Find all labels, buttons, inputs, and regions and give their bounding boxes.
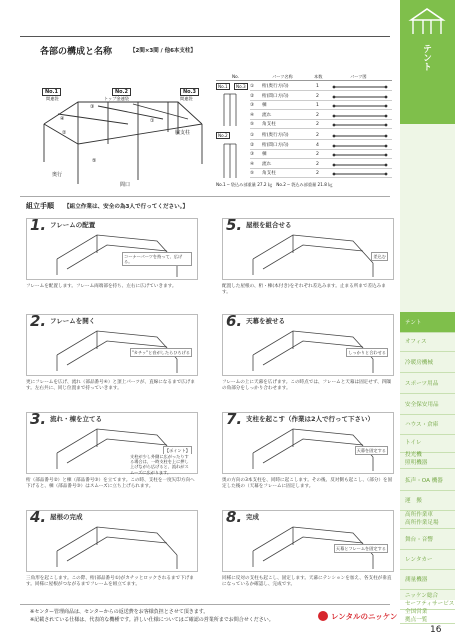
nav-item-label: テント xyxy=(405,320,422,326)
label-no2: No.2 xyxy=(112,88,131,96)
part-figure xyxy=(332,104,388,108)
row-num: ④ xyxy=(250,112,255,118)
part-num-3: ③ xyxy=(90,104,95,110)
step-caption: 奥の方向の3本支柱を、同時に起こします。その後、反対側も起こし、（部分）を固定した後の（天幕をフレームに固定します。 xyxy=(222,478,393,489)
row-name: 桁(奥行方向) xyxy=(262,133,289,138)
step-callout: コーナーパーツを持って、広げる。 xyxy=(122,252,192,266)
part-figure xyxy=(332,163,388,167)
table-row xyxy=(250,169,392,178)
page-number: 16 xyxy=(430,625,442,635)
row-num: ① xyxy=(250,133,255,138)
part-num-1: ① xyxy=(150,118,155,124)
row-qty: 2 xyxy=(316,171,319,176)
part-figure xyxy=(332,172,388,176)
label-post: 脇支柱 xyxy=(175,130,191,136)
part-figure xyxy=(332,123,388,127)
brand-name: レンタルのニッケン xyxy=(331,612,398,621)
nav-item-11[interactable] xyxy=(400,529,455,550)
label-no3-sub: 間連袋 xyxy=(180,96,193,101)
row-qty: 2 xyxy=(316,133,319,138)
step-caption: フレームを配置します。フレーム両端部を持ち、左右に広げていきます。 xyxy=(26,284,177,289)
step-number: 4. xyxy=(30,508,47,526)
row-qty: 1 xyxy=(316,103,319,108)
row-num: ② xyxy=(250,93,255,99)
nav-item-label: 舞台・音響 xyxy=(405,537,433,543)
table-row xyxy=(250,111,392,120)
step-number: 8. xyxy=(226,508,243,526)
part-figure xyxy=(332,153,388,157)
th-qty: 本数 xyxy=(314,74,323,79)
step-callout: 天幕を固定する xyxy=(355,446,388,455)
step-caption: 更にフレームを広げ、流れ（部品番号④）と頂上パーツが、直線になるまで広げます。左右共に、同じ位置まで持っていきます。 xyxy=(26,380,195,391)
nav-item-label: スポーツ用品 xyxy=(405,381,439,387)
row-name: 角支柱 xyxy=(262,171,276,176)
table-row xyxy=(250,82,392,91)
table-row xyxy=(250,141,392,150)
nav-item-12[interactable] xyxy=(400,549,455,570)
folded-frame-illustration xyxy=(220,92,244,182)
label-no1-sub: 間連袋 xyxy=(46,96,59,101)
assembly-title: 組立手順 xyxy=(26,202,54,210)
nav-item-4[interactable] xyxy=(400,394,455,415)
label-depth: 奥行 xyxy=(52,172,63,178)
step-title: 屋根を組合せる xyxy=(246,221,292,229)
row-num: ④ xyxy=(250,161,255,167)
part-figure xyxy=(332,95,388,99)
row-num: ③ xyxy=(250,103,255,108)
footnote-2: ※記載されている仕様は、代表的な機種です。詳しい仕様についてはご確認の営業所までお問合せください。 xyxy=(30,617,274,623)
nav-item-label: オフィス xyxy=(405,339,427,345)
part-figure xyxy=(332,114,388,118)
step-number: 6. xyxy=(226,312,243,330)
part-num-4: ④ xyxy=(60,116,65,122)
row-name: 流れ xyxy=(262,112,272,118)
table-row xyxy=(250,92,392,101)
nav-item-label: ニッケン総合 セーフティサービス xyxy=(405,593,455,607)
step-caption: 同様に反対の支柱も起こし、固定します。天幕にテンションを加え、各支柱が垂直になっているか確認し、完成です。 xyxy=(222,576,392,587)
parts-table xyxy=(216,74,392,188)
row-qty: 4 xyxy=(316,142,319,148)
nav-item-label: 投光機 照明機器 xyxy=(405,452,428,466)
part-num-5: ⑤ xyxy=(92,158,97,164)
row-num: ⑤ xyxy=(250,122,255,127)
table-row xyxy=(250,160,392,169)
footnote-1: ※センター管理商品は、センターからの返送費をお客様負担とさせて頂きます。 xyxy=(30,609,209,615)
page-title: 各部の構成と名称 xyxy=(40,47,113,57)
assembly-note: 【組立作業は、安全の為3人で行ってください。】 xyxy=(64,204,189,210)
row-name: 棟 xyxy=(262,103,267,108)
row-qty: 2 xyxy=(316,112,319,118)
step-caption: フレームの上に天幕を広げます。この時点では、フレームと天幕は固定せず、四隅の角部分をしっかり合わせます。 xyxy=(222,380,391,391)
nav-item-0[interactable] xyxy=(400,312,455,333)
table-row xyxy=(250,131,392,140)
step-number: 1. xyxy=(30,216,47,234)
nav-item-label: 測量機器 xyxy=(405,577,428,583)
label-frontage: 間口 xyxy=(120,182,131,188)
nav-item-label: 運 搬 xyxy=(405,498,422,504)
part-figure xyxy=(332,144,388,148)
step-4 xyxy=(26,508,198,602)
row-name: 桁(間口方向) xyxy=(262,142,289,148)
step-number: 3. xyxy=(30,410,47,428)
nav-item-label: ハウス・倉庫 xyxy=(405,422,439,428)
nav-item-7[interactable] xyxy=(400,448,455,469)
table-row xyxy=(250,150,392,159)
row-qty: 2 xyxy=(316,122,319,127)
table-row xyxy=(250,120,392,129)
row-name: 流れ xyxy=(262,161,272,167)
parts-table-header xyxy=(216,74,392,81)
table-row xyxy=(250,101,392,110)
nav-item-15[interactable] xyxy=(400,606,455,624)
nav-header xyxy=(400,0,455,124)
step-title: 屋根の完成 xyxy=(50,513,83,521)
row-qty: 2 xyxy=(316,152,319,157)
nav-item-label: 全国営業 拠点一覧 xyxy=(405,608,428,623)
table-rows-group1 xyxy=(250,82,392,130)
brand-logo-icon xyxy=(318,611,328,621)
step-title: 支柱を起こす（作業は2人で行って下さい） xyxy=(246,415,375,423)
row-name: 桁(奥行方向) xyxy=(262,84,289,89)
step-caption: 三角形を起こします。この際、桁(部品番号①)がカチッとロックされるまで下げます。同様に屋根がつながるまでフレームを組立てます。 xyxy=(26,576,194,587)
nav-item-label: トイレ xyxy=(405,440,422,446)
step-callout: 【ポイント】 xyxy=(163,446,192,455)
part-figure xyxy=(332,134,388,138)
step-number: 5. xyxy=(226,216,243,234)
step-3 xyxy=(26,410,198,504)
step-title: 流れ・棟を立てる xyxy=(50,415,102,423)
nav-item-10[interactable] xyxy=(400,508,455,529)
table-group-no1: No.1 xyxy=(218,84,228,89)
table-group-no3: No.3 xyxy=(236,84,246,89)
step-title: フレームを開く xyxy=(50,317,96,325)
nav-item-label: 冷暖房機械 xyxy=(405,360,433,366)
row-qty: 2 xyxy=(316,93,319,99)
nav-header-title: テント xyxy=(421,44,431,71)
step-7 xyxy=(222,410,394,504)
parts-table-footer: No.1 ─ 袋込み部重量 27.2 ㎏ No.2 ─ 袋込み部重量 21.8 ㎏ xyxy=(216,182,333,187)
part-figure xyxy=(332,85,388,89)
step-callout: 差込む xyxy=(371,252,388,261)
label-no2-sub: トップ金連袋 xyxy=(104,96,129,101)
nav-item-13[interactable] xyxy=(400,569,455,590)
table-group-no2: No.2 xyxy=(218,133,228,138)
nav-item-3[interactable] xyxy=(400,373,455,394)
th-figure: パーツ図 xyxy=(350,74,367,79)
nav-item-2[interactable] xyxy=(400,352,455,373)
row-num: ① xyxy=(250,84,255,89)
row-num: ② xyxy=(250,142,255,148)
nav-item-label: 高所作業車 高所作業足場 xyxy=(405,512,439,526)
step-5 xyxy=(222,216,394,310)
row-num: ⑤ xyxy=(250,171,255,176)
label-no3: No.3 xyxy=(180,88,199,96)
row-qty: 2 xyxy=(316,161,319,167)
row-num: ③ xyxy=(250,152,255,157)
row-name: 棟 xyxy=(262,152,267,157)
nav-item-label: 安全保安用品 xyxy=(405,402,439,408)
step-caption: 桁（部品番号②）と棟（部品番号③）を立てます。この時、支柱を一度矢印方向へ下げると、棟（部品番号③）はスムーズに立ち上げられます。 xyxy=(26,478,195,489)
nav-item-8[interactable] xyxy=(400,470,455,491)
step-8 xyxy=(222,508,394,602)
step-2 xyxy=(26,312,198,406)
step-callout: "カチッ"と音がしたらひろげる xyxy=(130,348,192,357)
nav-item-label: レンタカー xyxy=(405,557,433,563)
row-name: 桁(間口方向) xyxy=(262,93,289,99)
part-num-2: ② xyxy=(62,130,67,136)
step-number: 7. xyxy=(226,410,243,428)
page-subtitle: 【2間×3間 / 他6本支柱】 xyxy=(130,48,196,54)
step-1 xyxy=(26,216,198,310)
label-no1: No.1 xyxy=(42,88,61,96)
side-navigation xyxy=(400,0,455,623)
step-title: フレームの配置 xyxy=(50,221,96,229)
table-rows-group2 xyxy=(250,131,392,179)
nav-item-label: 拡声・OA 機器 xyxy=(405,478,443,484)
th-no: No. xyxy=(232,74,239,79)
step-6 xyxy=(222,312,394,406)
nav-item-1[interactable] xyxy=(400,331,455,352)
step-callout-detail: 支柱が少し外側に広がったりする場合は、一時支柱を上に押し上げながら広げると、流れがスムーズに広がります。 xyxy=(130,454,192,472)
th-name: パーツ名称 xyxy=(272,74,293,79)
step-number: 2. xyxy=(30,312,47,330)
row-qty: 1 xyxy=(316,84,319,89)
tent-icon xyxy=(407,6,447,36)
step-title: 天幕を被せる xyxy=(246,317,285,325)
step-caption: 配置した屋根の、桁・棟(本付き)をそれぞれ差込みます。止まる所まで差込みます。 xyxy=(222,284,386,295)
row-name: 角支柱 xyxy=(262,122,276,127)
step-callout: しっかりと合わせる xyxy=(346,348,388,357)
step-title: 完成 xyxy=(246,513,259,521)
step-callout: 天幕とフレームを固定する xyxy=(334,544,388,553)
